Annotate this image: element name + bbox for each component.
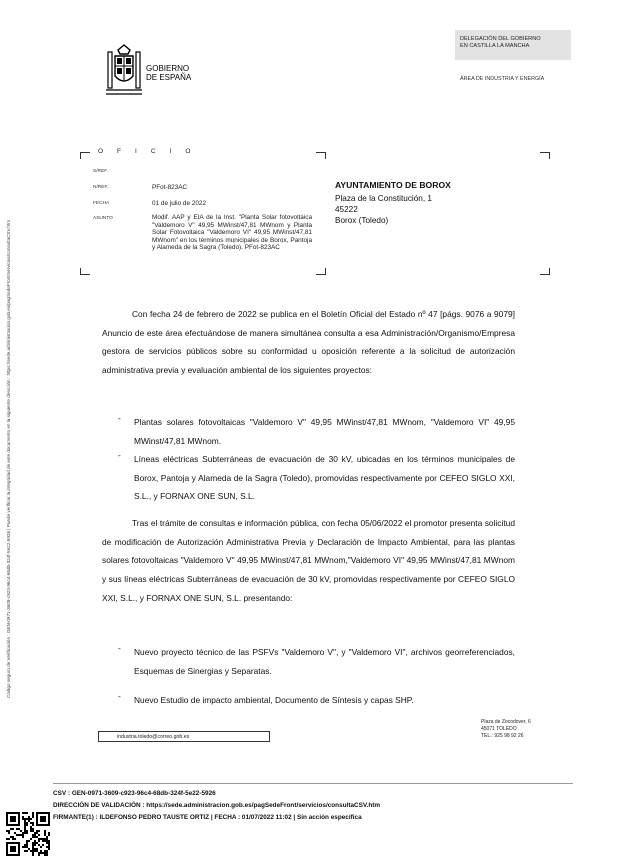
bullet-marker: -	[118, 691, 121, 701]
validation-line: DIRECCIÓN DE VALIDACIÓN : https://sede.administracion.gob.es/pagSedeFront/servicios/consultaCSV.htm	[53, 802, 381, 809]
footer-separator	[53, 783, 573, 784]
delegacion-line-1: DELEGACIÓN DEL GOBIERNO	[460, 36, 541, 42]
footer-address-1: Plaza de Zocodover, 6	[481, 719, 531, 725]
signer-line: FIRMANTE(1) : ILDEFONSO PEDRO TAUSTE ORTIZ | FECHA : 01/07/2022 11:02 | Sin acción específica	[53, 814, 362, 821]
delegacion-line-2: EN CASTILLA LA MANCHA	[460, 43, 530, 49]
delegacion-box	[455, 30, 571, 60]
coat-of-arms-icon	[104, 42, 144, 98]
body-paragraph-2: Tras el trámite de consultas e información pública, con fecha 05/06/2022 el promotor presenta solicitud de modificación de Autorización Administrativa Previa y Declaración de Impacto Ambiental, para las plantas solares fotovoltaicas "Valdemoro V" 49,95 MWinst/47,81 MWnom,"Valdemoro VI" 49,95 MWinst/47,81 MWnom y sus líneas eléctricas Subterráneas de evacuación de 30 kV, promovidas respectivamente por CEFEO SIGLO XXI, S.L., y FORNAX ONE SUN, S.L. presentando:	[102, 518, 515, 603]
sref-label: S/REF.	[93, 169, 108, 174]
asunto-value: Modif. AAP y EIA de la Inst. "Planta Solar fotovoltaica "Valdemoro V" 49,95 MWinst/47,81 MWnom y Planta Solar Fotovoltaica "Valdemoro VI" 49,95 MWinst/47,81 MWnom" en los términos municipales de Borox, Pantoja y Alameda de la Sagra (Toledo). PFot-823AC	[152, 214, 312, 252]
list-item: Líneas eléctricas Subterráneas de evacuación de 30 kV, ubicadas en los términos municipales de Borox, Pantoja y Alameda de la Sagra (Toledo), promovidas respectivamente por CEFEO SIGLO XXI, S.L., y FORNAX ONE SUN, S.L.	[134, 454, 515, 502]
body-paragraph-1: Con fecha 24 de febrero de 2022 se publica en el Boletín Oficial del Estado nº 47 [págs. 9076 a 9079] Anuncio de este área efectuándose de manera simultánea consulta a esa Administración/Organismo/Empresa gestora de servicios públicos sobre su conformidad u oposición referente a la solicitud de autorización administrativa previa y evaluación ambiental de los siguientes proyectos:	[102, 309, 515, 376]
oficio-title: OFICIO	[98, 148, 205, 155]
recipient-name: AYUNTAMIENTO DE BOROX	[335, 180, 451, 190]
bullet-marker: -	[118, 643, 121, 653]
corner-tl	[80, 152, 90, 159]
list-item: Plantas solares fotovoltaicas "Valdemoro V" 49,95 MWinst/47,81 MWnom, "Valdemoro VI" 49,95 MWinst/47,81 MWnom.	[134, 417, 515, 446]
fecha-value: 01 de julio de 2022	[152, 200, 207, 207]
qr-code-icon	[6, 812, 50, 856]
csv-line: CSV : GEN-0971-3609-c923-96c4-68db-324f-5e22-5926	[53, 790, 216, 797]
asunto-label: ASUNTO	[93, 216, 113, 221]
email-box: industria.toledo@correo.gob.es	[98, 731, 270, 742]
footer-address-2: 45071 TOLEDO	[481, 726, 517, 732]
list-item: Nuevo Estudio de impacto ambiental, Documento de Síntesis y capas SHP.	[134, 695, 414, 705]
corner-tm	[316, 152, 326, 159]
footer-address-3: TEL.: 925 98 92 26	[481, 733, 524, 739]
corner-tr	[540, 152, 550, 159]
recipient-postal: 45222	[335, 205, 358, 214]
recipient-city: Borox (Toledo)	[335, 216, 389, 225]
gov-line-1: GOBIERNO	[146, 64, 190, 73]
corner-bm	[316, 268, 326, 275]
side-verification-text: Código seguro de Verificación : GEN-0971-3609-c923-96c4-68db-324f-5e22-5926 | Puede verificar la integridad de este documento en la siguiente dirección : https://sede.administracion.gob.es/pagSedeFront/servicios/consultaCSV.htm	[6, 219, 11, 698]
corner-bl	[80, 268, 90, 275]
recipient-street: Plaza de la Constitución, 1	[335, 194, 432, 203]
gov-line-2: DE ESPAÑA	[146, 73, 192, 82]
list-item: Nuevo proyecto técnico de las PSFVs "Valdemoro V", y "Valdemoro VI", archivos georreferenciados, Esquemas de Sinergias y Separatas.	[134, 647, 515, 676]
nref-label: N/REF.	[93, 185, 109, 190]
nref-value: PFot-823AC	[152, 184, 188, 191]
bullet-marker: -	[118, 450, 121, 460]
bullet-marker: -	[118, 413, 121, 423]
corner-br	[540, 268, 550, 275]
fecha-label: FECHA	[93, 201, 110, 206]
area-label: ÁREA DE INDUSTRIA Y ENERGÍA	[460, 76, 545, 82]
